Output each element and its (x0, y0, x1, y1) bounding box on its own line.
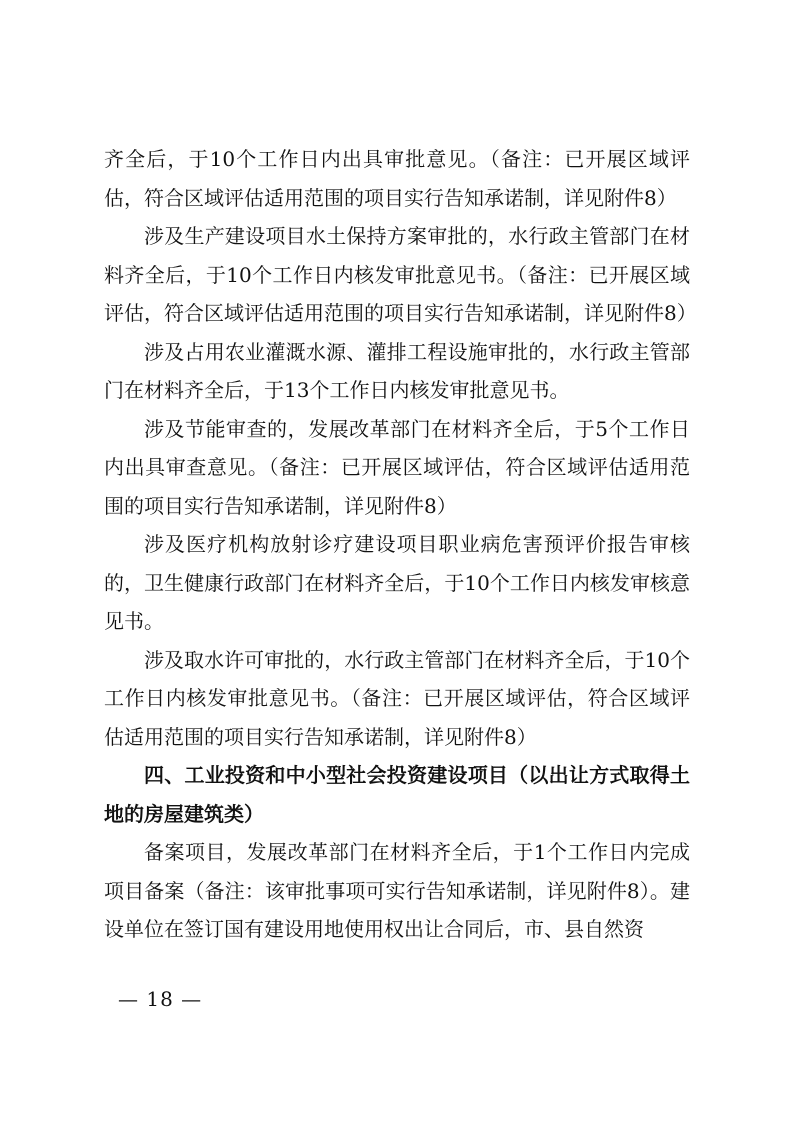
page-number: — 18 — (118, 987, 203, 1011)
paragraph-soil-water-conservation: 涉及生产建设项目水土保持方案审批的，水行政主管部门在材料齐全后，于10个工作日内核发审批意见书。（备注：已开展区域评估，符合区域评估适用范围的项目实行告知承诺制，详见附件8） (104, 224, 697, 325)
paragraph-radiation-diagnosis: 涉及医疗机构放射诊疗建设项目职业病危害预评价报告审核的，卫生健康行政部门在材料齐全后，于10个工作日内核发审核意见书。 (104, 532, 690, 633)
paragraph-water-permit: 涉及取水许可审批的，水行政主管部门在材料齐全后，于10个工作日内核发审批意见书。（备注：已开展区域评估，符合区域评估适用范围的项目实行告知承诺制，详见附件8） (104, 647, 690, 749)
paragraph-filing-project: 备案项目，发展改革部门在材料齐全后，于1个工作日内完成项目备案（备注：该审批事项可实行告知承诺制，详见附件8）。建设单位在签订国有建设用地使用权出让合同后，市、县自然资 (104, 840, 690, 941)
paragraph-continuation: 齐全后，于10个工作日内出具审批意见。（备注：已开展区域评估，符合区域评估适用范围的项目实行告知承诺制，详见附件8） (104, 147, 690, 210)
document-body (104, 140, 697, 949)
section-heading-4: 四、工业投资和中小型社会投资建设项目（以出让方式取得土地的房屋建筑类） (104, 763, 690, 826)
paragraph-energy-saving-review: 涉及节能审查的，发展改革部门在材料齐全后，于5个工作日内出具审查意见。（备注：已开展区域评估，符合区域评估适用范围的项目实行告知承诺制，详见附件8） (104, 416, 690, 518)
paragraph-irrigation-water-source: 涉及占用农业灌溉水源、灌排工程设施审批的，水行政主管部门在材料齐全后，于13个工作日内核发审批意见书。 (104, 339, 690, 402)
